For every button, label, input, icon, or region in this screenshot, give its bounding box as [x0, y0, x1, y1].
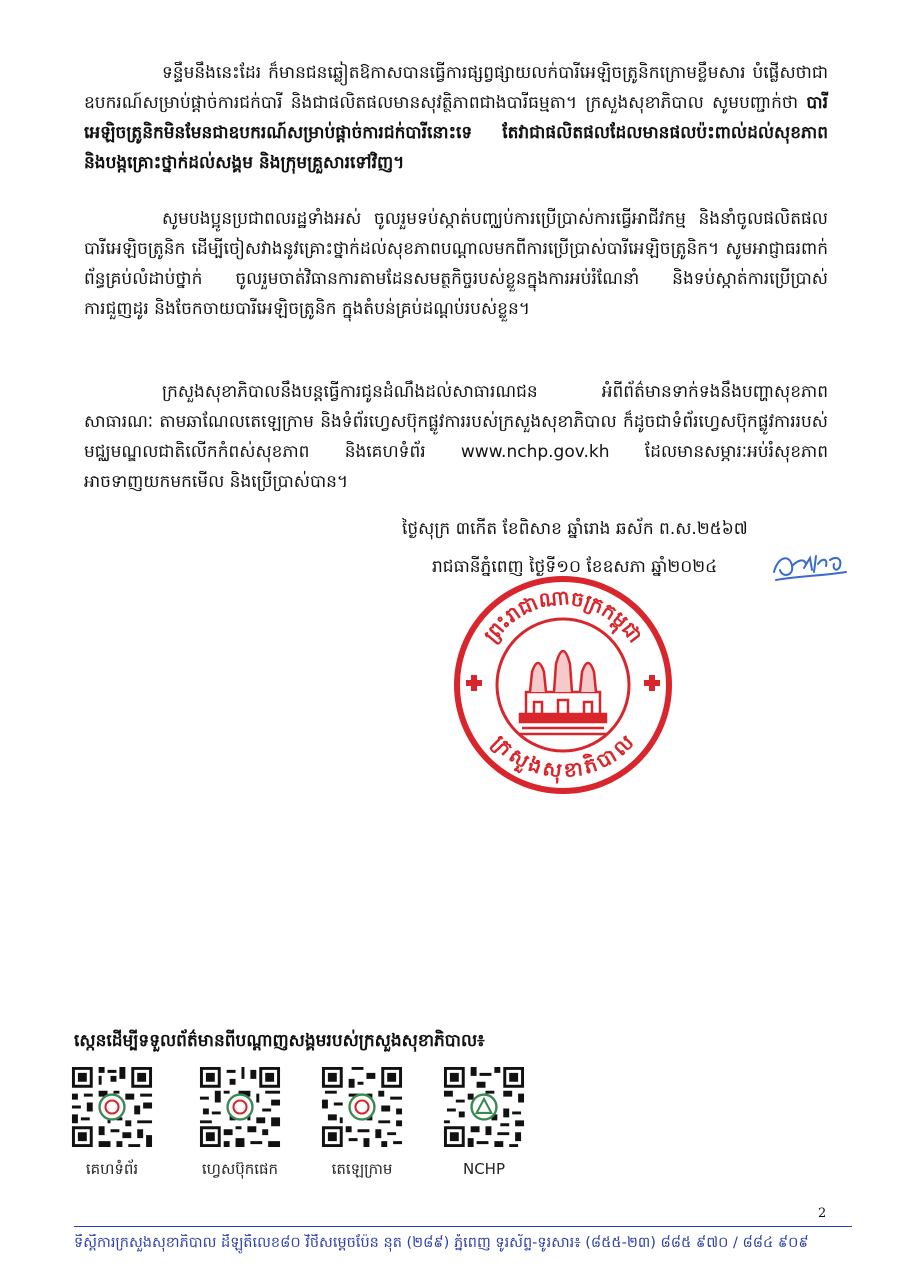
qr-label: គេហទំព័រ [85, 1160, 139, 1178]
seal-top-text: ព្រះរាជាណាចក្រកម្ពុជា [478, 584, 648, 648]
paragraph-2: សូមបងប្អូនប្រជាពលរដ្ឋទាំងអស់ ចូលរួមទប់ស្កាត់បញ្ឈប់ការប្រើប្រាស់ការធ្វើអាជីវកម្ម និងនាំចូលផលិតផលបារីអេឡិចត្រូនិក ដើម្បីចៀសវាងនូវគ្រោះថ្នាក់ដល់សុខភាពបណ្តាលមកពីការប្រើប្រាស់បារីអេឡិចត្រូនិក។ សូមអាជ្ញាធរពាក់ព័ន្ធគ្រប់លំដាប់ថ្នាក់ ចូលរួមចាត់វិធានការតាមដែនសមត្ថកិច្ចរបស់ខ្លួនក្នុងការអប់រំណែនាំ និងទប់ស្កាត់ការប្រើប្រាស់ការជួញដូរ និងចែកចាយបារីអេឡិចត្រូនិក ក្នុងតំបន់គ្រប់ដណ្តប់របស់ខ្លួន។ [84, 209, 828, 319]
page-number: 2 [818, 1206, 827, 1221]
seal-bottom-text: ក្រសួងសុខាភិបាល [487, 730, 639, 783]
qr-code-icon [441, 1064, 527, 1150]
seal-cross-left [466, 675, 482, 691]
paragraph-1-bold-text: បារីអេឡិចត្រូនិកមិនមែនជាឧបករណ៍សម្រាប់ផ្តាច់ការជក់បារីនោះទេ តែវាជាផលិតផលដែលមានផលប៉ះពាល់ដល់សុខភាព និងបង្កគ្រោះថ្នាក់ដល់សង្គម និងក្រុមគ្រួសារទៅវិញ។ [84, 93, 828, 173]
qr-label: NCHP [462, 1160, 506, 1178]
angkor-temple-icon [518, 651, 608, 734]
qr-section-heading: ស្កេនដើម្បីទទួលព័ត៌មានពីបណ្តាញសង្គមរបស់ក្រសួងសុខាភិបាល៖ [74, 1031, 485, 1051]
qr-facebook-page[interactable] [190, 1064, 290, 1182]
lunar-date: ថ្ងៃសុក្រ ៣កើត ខែពិសាខ ឆ្នាំរោង ឆស័ក ព.ស.២៥៦៧ [402, 519, 748, 539]
footer-address: ទីស្តីការក្រសួងសុខាភិបាល ដីឡូតិ៍លេខ៨០ វិថីសម្តេចប៉ែន នុត (២៨៩) ភ្នំពេញ ទូរស័ព្ទ-ទូរសារ៖ (៨៥៥-២៣) ៨៨៥ ៩៧០ / ៨៨៤ ៩០៩ [74, 1235, 809, 1251]
signature [770, 546, 850, 586]
paragraph-1-text: ទន្ទឹមនឹងនេះដែរ ក៏មានជនឆ្លៀតឱកាសបានធ្វើការផ្សព្វផ្សាយលក់បារីអេឡិចត្រូនិកក្រោមខ្លឹមសារ បំផ្លើសថាជាឧបករណ៍សម្រាប់ផ្តាច់ការជក់បារី និងជាផលិតផលមានសុវត្ថិភាពជាងបារីធម្មតា។ ក្រសួងសុខាភិបាល សូមបញ្ជាក់ថា [84, 63, 828, 113]
qr-code-icon [197, 1064, 283, 1150]
solar-date-place: រាជធានីភ្នំពេញ ថ្ងៃទី១០ ខែឧសភា ឆ្នាំ២០២៤ [432, 557, 718, 577]
qr-website[interactable] [62, 1064, 162, 1182]
qr-code-icon [319, 1064, 405, 1150]
qr-code-icon [69, 1064, 155, 1150]
footer-divider [74, 1226, 852, 1227]
qr-label: តេឡេក្រាម [331, 1160, 393, 1178]
paragraph-3: ក្រសួងសុខាភិបាលនឹងបន្តធ្វើការជូនដំណឹងដល់សាធារណជន អំពីព័ត៌មានទាក់ទងនឹងបញ្ហាសុខភាពសាធារណៈ តាមឆាណែលតេឡេក្រាម និងទំព័រហ្វេសប៊ុកផ្លូវការរបស់ក្រសួងសុខាភិបាល ក៏ដូចជាទំព័រហ្វេសប៊ុកផ្លូវការរបស់មជ្ឈមណ្ឌលជាតិលើកកំពស់សុខភាព និងគេហទំព័រ www.nchp.gov.kh ដែលមានសម្ភារៈអប់រំសុខភាព អាចទាញយកមកមើល និងប្រើប្រាស់បាន។ [84, 382, 828, 492]
qr-nchp[interactable] [434, 1064, 534, 1178]
paragraph-1 [84, 58, 828, 178]
ministry-seal [450, 572, 676, 798]
qr-telegram[interactable] [312, 1064, 412, 1182]
qr-label: ហ្វេសប៊ុកផេក [201, 1160, 279, 1178]
seal-cross-right [644, 675, 660, 691]
